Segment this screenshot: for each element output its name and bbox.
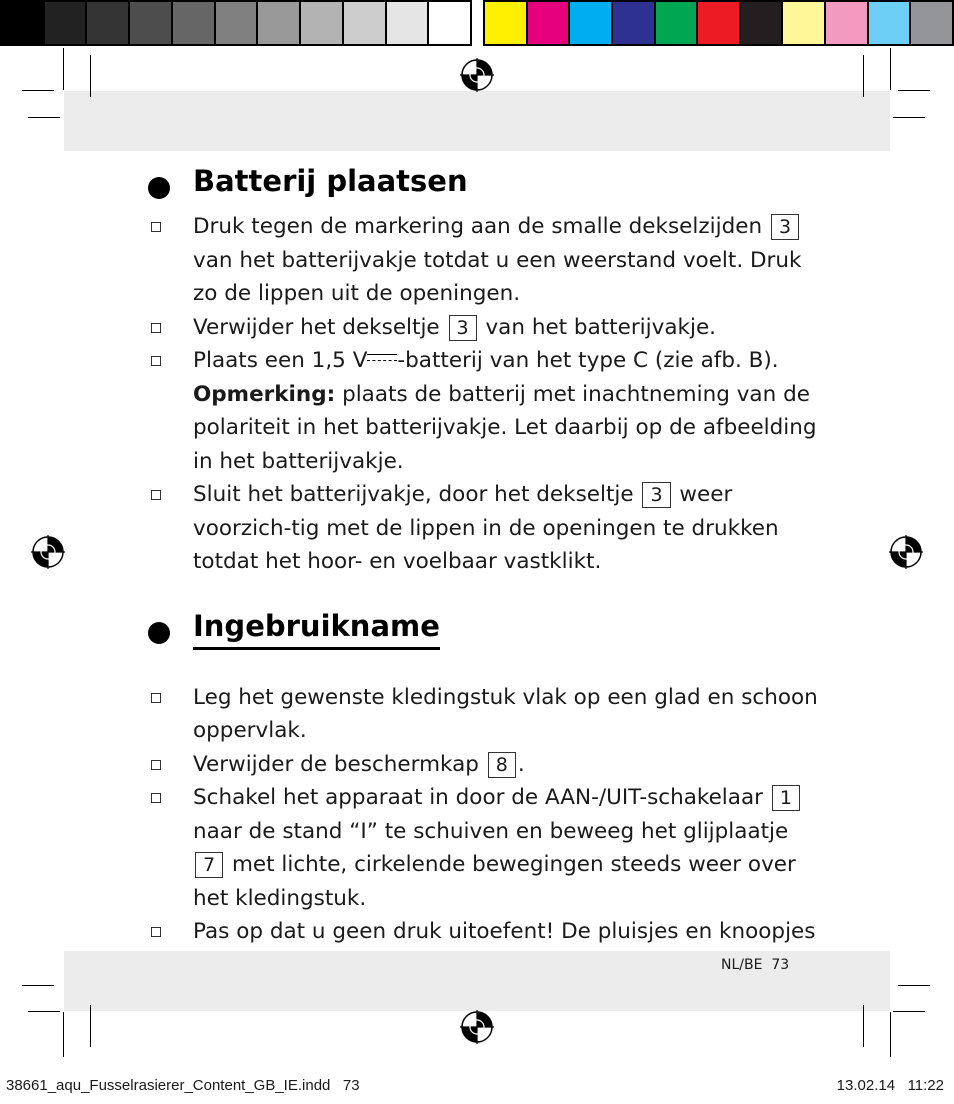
slug-page: 73 <box>342 1077 360 1094</box>
swatch <box>173 2 216 44</box>
item-text: . <box>517 751 525 777</box>
checkbox-bullet-icon <box>151 693 161 703</box>
item-text: Verwijder de beschermkap <box>193 751 479 777</box>
crop-mark <box>898 985 930 986</box>
swatch <box>344 2 387 44</box>
swatch <box>485 2 528 44</box>
heading-bullet-icon <box>148 622 170 644</box>
item-text: Pas op dat u geen druk uitoefent! De pluisjes en knoopjes <box>193 919 816 944</box>
slug-filename: 38661_aqu_Fusselrasierer_Content_GB_IE.indd <box>6 1077 331 1094</box>
section-title: Ingebruikname <box>193 609 440 650</box>
swatch <box>741 2 784 44</box>
checkbox-bullet-icon <box>151 356 161 366</box>
swatch <box>216 2 259 44</box>
registration-mark-icon <box>460 1010 494 1044</box>
swatch <box>698 2 741 44</box>
swatch <box>869 2 912 44</box>
crop-mark <box>63 48 64 90</box>
crop-mark <box>863 55 864 97</box>
language-code: NL/BE <box>721 957 763 973</box>
swatch <box>570 2 613 44</box>
grayscale-color-bar <box>0 0 472 46</box>
crop-mark <box>893 1011 925 1012</box>
crop-mark <box>63 1012 64 1057</box>
swatch <box>613 2 656 44</box>
swatch <box>429 2 470 44</box>
swatch <box>826 2 869 44</box>
checkbox-bullet-icon <box>151 927 161 937</box>
part-reference: 3 <box>449 315 477 341</box>
item-text: van het batterijvakje. <box>485 314 717 340</box>
list-item <box>148 210 818 311</box>
list-item <box>148 915 818 949</box>
swatch <box>87 2 130 44</box>
direct-current-icon <box>367 354 397 369</box>
swatch <box>45 2 88 44</box>
page-footer <box>721 957 789 973</box>
item-text: Druk tegen de markering aan de smalle dekselzijden <box>193 214 763 239</box>
checkbox-bullet-icon <box>151 490 161 500</box>
swatch <box>783 2 826 44</box>
crop-mark <box>893 117 925 118</box>
registration-mark-icon <box>460 58 494 92</box>
item-text: weer voorzich-tig met de lippen in de openingen te drukken totdat het hoor- en voelbaar vastklikt. <box>193 482 779 574</box>
swatch <box>301 2 344 44</box>
process-color-bar <box>483 0 954 46</box>
item-text: naar de stand “I” te schuiven en beweeg het glijplaatje <box>193 818 789 844</box>
list-item <box>148 344 818 478</box>
note-text: plaats de batterij met inachtneming van de polariteit in het batterijvakje. Let daarbij op de afbeelding in het batterijvakje. <box>193 381 817 474</box>
item-text: Verwijder het dekseltje <box>193 314 440 340</box>
swatch <box>258 2 301 44</box>
crop-mark <box>898 90 930 91</box>
checkbox-bullet-icon <box>151 793 161 803</box>
print-slug-file <box>6 1077 360 1094</box>
print-slug-date <box>837 1077 944 1094</box>
part-reference: 3 <box>771 214 799 240</box>
part-reference: 8 <box>488 752 516 778</box>
crop-mark <box>890 48 891 90</box>
crop-mark <box>22 90 54 91</box>
list-item <box>148 781 818 915</box>
item-text: van het batterijvakje totdat u een weerstand voelt. Druk zo de lippen uit de openingen. <box>193 247 802 306</box>
slug-time: 11:22 <box>907 1077 944 1094</box>
item-text: Sluit het batterijvakje, door het dekseltje <box>193 482 634 507</box>
crop-mark <box>28 1011 60 1012</box>
crop-mark <box>28 117 60 118</box>
item-text: met lichte, cirkelende bewegingen steeds weer over het kledingstuk. <box>193 852 796 911</box>
registration-mark-icon <box>31 535 65 569</box>
crop-mark <box>90 55 91 97</box>
section-heading-ingebruikname <box>148 609 818 655</box>
part-reference: 1 <box>772 785 800 811</box>
checkbox-bullet-icon <box>151 323 161 333</box>
item-text: Schakel het apparaat in door de AAN-/UIT-schakelaar <box>193 785 763 810</box>
registration-mark-icon <box>889 535 923 569</box>
slug-date: 13.02.14 <box>836 1077 896 1094</box>
swatch <box>528 2 571 44</box>
item-text: Leg het gewenste kledingstuk vlak op een glad en schoon oppervlak. <box>193 684 818 743</box>
list-item <box>148 748 818 782</box>
item-text: Plaats een 1,5 V <box>193 348 368 373</box>
part-reference: 7 <box>195 852 223 878</box>
page-content <box>148 160 818 949</box>
part-reference: 3 <box>642 482 670 508</box>
swatch <box>911 2 952 44</box>
note-label: Opmerking: <box>193 381 336 407</box>
list-item <box>148 681 818 748</box>
swatch <box>2 2 45 44</box>
section-title: Batterij plaatsen <box>193 164 468 198</box>
section-heading-batterij <box>148 164 818 210</box>
swatch <box>130 2 173 44</box>
crop-mark <box>890 1012 891 1057</box>
crop-mark <box>90 1005 91 1047</box>
header-band <box>64 91 890 151</box>
checkbox-bullet-icon <box>151 760 161 770</box>
item-text: -batterij van het type C (zie afb. B). <box>397 348 779 373</box>
crop-mark <box>863 1005 864 1047</box>
list-item <box>148 478 818 579</box>
swatch <box>387 2 430 44</box>
list-item <box>148 311 818 345</box>
checkbox-bullet-icon <box>151 222 161 232</box>
page-number: 73 <box>771 957 790 973</box>
heading-bullet-icon <box>148 177 170 199</box>
swatch <box>656 2 699 44</box>
crop-mark <box>22 985 54 986</box>
